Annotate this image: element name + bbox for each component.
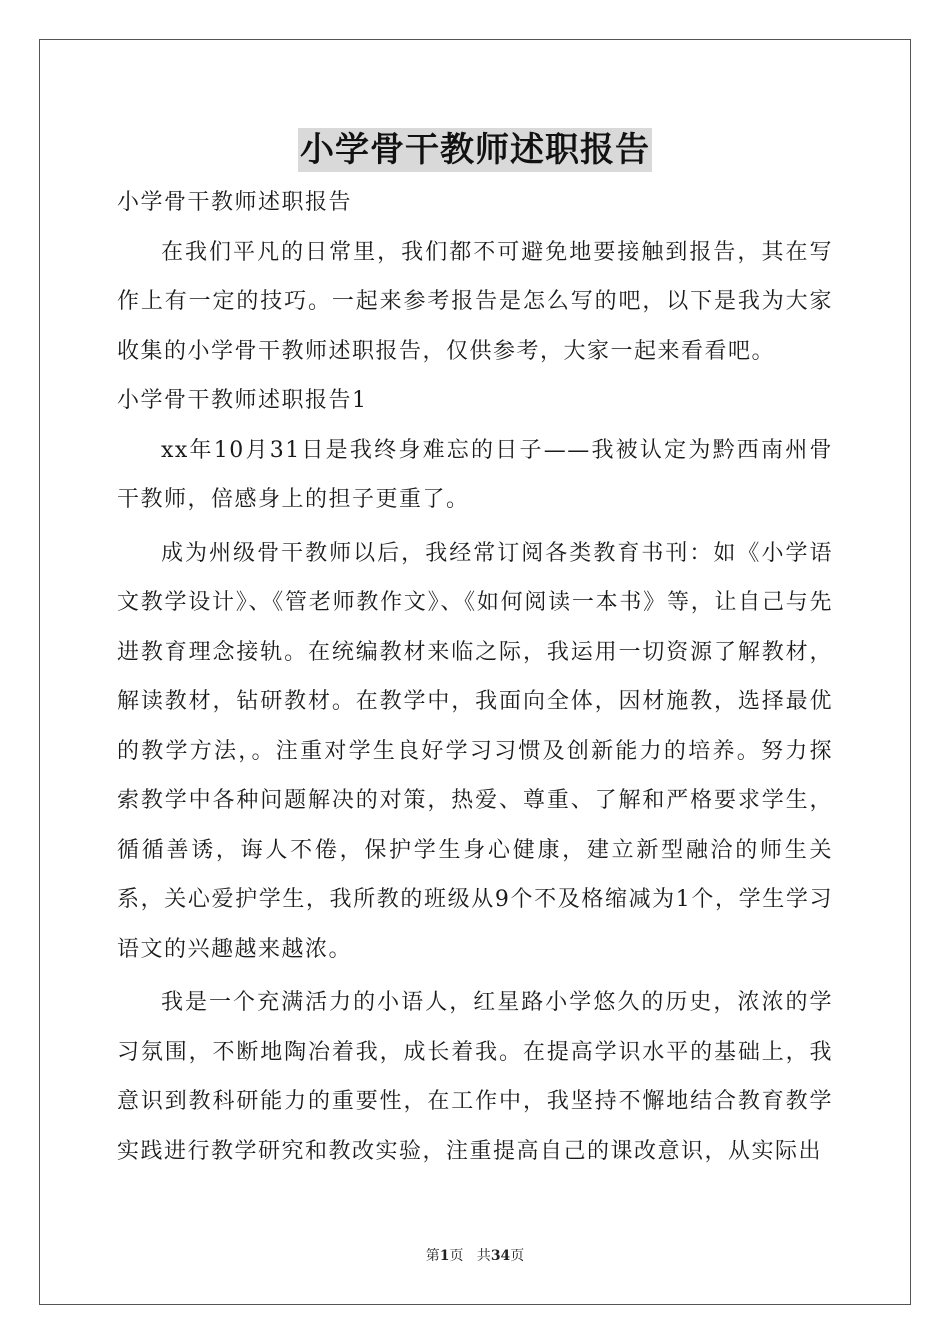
section-heading: 小学骨干教师述职报告1 — [117, 388, 368, 413]
title-container — [0, 128, 950, 172]
subtitle-paragraph: 小学骨干教师述职报告 — [117, 190, 353, 215]
page-prefix: 第 — [425, 1248, 440, 1264]
total-prefix: 共 — [476, 1248, 491, 1264]
page-footer — [0, 1245, 950, 1265]
page-suffix: 页 — [449, 1248, 464, 1264]
body-paragraph: 成为州级骨干教师以后，我经常订阅各类教育书刊：如《小学语文教学设计》、《管老师教作文》、《如何阅读一本书》等，让自己与先进教育理念接轨。在统编教材来临之际，我运用一切资源了解教材，解读教材，钻研教材。在教学中，我面向全体，因材施教，选择最优的教学方法，。注重对学生良好学习习惯及创新能力的培养。努力探索教学中各种问题解决的对策，热爱、尊重、了解和严格要求学生，循循善诱，诲人不倦，保护学生身心健康，建立新型融洽的师生关系，关心爱护学生，我所教的班级从9个不及格缩减为1个，学生学习语文的兴趣越来越浓。 — [117, 540, 833, 962]
document-body — [117, 178, 833, 1176]
document-title: 小学骨干教师述职报告 — [300, 130, 650, 170]
intro-paragraph: 在我们平凡的日常里，我们都不可避免地要接触到报告，其在写作上有一定的技巧。一起来参考报告是怎么写的吧，以下是我为大家收集的小学骨干教师述职报告，仅供参考，大家一起来看看吧。 — [117, 239, 833, 364]
body-paragraph: xx年10月31日是我终身难忘的日子——我被认定为黔西南州骨干教师，倍感身上的担子更重了。 — [117, 437, 833, 512]
total-pages: 34 — [490, 1248, 511, 1264]
body-paragraph: 我是一个充满活力的小语人，红星路小学悠久的历史，浓浓的学习氛围，不断地陶冶着我，成长着我。在提高学识水平的基础上，我意识到教科研能力的重要性，在工作中，我坚持不懈地结合教育教学实践进行教学研究和教改实验，注重提高自己的课改意识，从实际出 — [117, 990, 833, 1164]
page-number: 1 — [439, 1248, 450, 1264]
total-suffix: 页 — [510, 1248, 525, 1264]
